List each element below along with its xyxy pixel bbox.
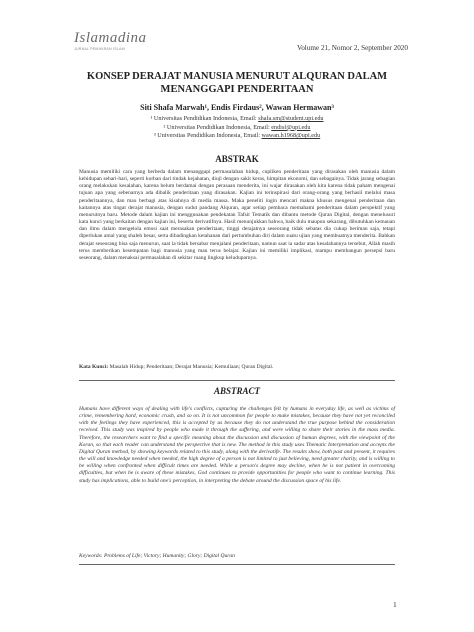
abstract-line: have experienced, this is accepted by us because they do not understand the true purpose behind the <box>129 420 365 427</box>
title-line-1: KONSEP DERAJAT MANUSIA MENURUT ALQURAN DALAM <box>86 71 388 82</box>
abstrak-line: memahami penderitaan dalam perspektif yang menurutnya baru. Metode dalam kajian ini <box>79 204 396 218</box>
abstract-line: Koran, so that each reader can understand the perspective that is new. The method in this study uses <box>79 441 306 448</box>
abstract-line: Humans have different ways of dealing with life's conflicts, capturing the challenges felt by humans <box>79 406 310 412</box>
abstract-line: Thematic Interpretation and accepts the Digital Quran method, by showing keywords related to this <box>79 441 395 455</box>
journal-volume-info: Volume 21, Nomor 2, September 2020 <box>296 44 408 52</box>
abstract-line: of these mistakes, God continues to provide opportunities for people who want to continue learning. <box>156 470 386 477</box>
abstrak-line: ini terinspirasi dari orang-orang yang berhasil melalui masa penderitaannya, dan mau berbagi atas <box>79 190 395 204</box>
email-link[interactable]: wawan.h1968@upi.edu <box>261 132 321 140</box>
kata-kunci-values: Masalah Hidup; Penderitaan; Derajat Manusia; Kemuliaan; Quran Digital. <box>108 364 274 370</box>
abstrak-line: yang dirasakan oleh manusia dalam kehidupan sehari-hari, seperti korban dari tindak kejahatan, diuji <box>79 169 395 183</box>
page-number: 1 <box>393 600 397 609</box>
abstrak-line: kunci yang berkaitan dengan kajian ini, beserta derivatifnya. Hasil menunjukkan bahwa, baik dulu <box>89 219 308 226</box>
email-link[interactable]: endisf@upi.edu <box>271 123 311 131</box>
abstrak-line: maupun sekarang, dibutuhkan kemauan dan ilmu dalam mengelola emosi saat merasakan <box>79 219 395 233</box>
abstrak-line: Manusia memiliki cara yang berbeda dalam menanggapi permasalahan hidup, cupliken penderitaan <box>79 169 312 175</box>
abstrak-line: kaitannya atas tingat derajat manusia, dengan sudut pandang Alquran, agar setiap pembaca <box>79 204 290 211</box>
kata-kunci-label: Kata Kunci: <box>79 364 109 370</box>
abstract-line: This study has implications, able to build one's perception, in interpreting the debate around the <box>79 470 396 484</box>
abstract-line: consideration received. This study was inspired by people who made it through the suffering, and <box>79 420 395 434</box>
abstract-line: greater charity, and is willing to be willing when confronted when difficult times are needed. While a <box>79 456 395 470</box>
abstract-line: were willing to share their stories in the mass media. Therefore, the researchers want to find a <box>79 427 396 441</box>
abstrak-line: yang shaleh besar, serta dibadingkan ketahanan dari pertumbuhan diri dalam suatu ujian yang membuatnya <box>116 233 354 240</box>
affiliation-1: ¹ Universitas Pendidikan Indonesia, Email: shafa.sm@student.upi.edu <box>150 115 324 122</box>
abstract-line: discussion space of his life. <box>281 477 342 484</box>
abstrak-line: menderita. Bahkan derajat seseorang bisa saja menurun, saat ia tidak bersabar menjalani penderitaan, <box>79 233 396 247</box>
abstract-line: study, along with the derivatife. The results show, both past and present, it requires the will and <box>79 448 395 463</box>
abstract-line: person's degree may decline, when he is not patient in overcoming difficulties, but when he is aware <box>79 463 395 477</box>
abstract-heading: ABSTRACT <box>213 386 260 396</box>
abstract-line: knowledge needed when needed, the high degree of a person is not limited to just believing, need <box>106 456 324 463</box>
abstrak-line: seseorang, dalam menaksai permasalahan di sekitar ruang lingkup keluduparnya. <box>79 254 258 261</box>
article-title <box>60 71 414 96</box>
abstrak-line: kesalahan, karena belum berdamai dengan perasaan menderita, ini wajar dirasakan oleh kita karena <box>119 183 345 190</box>
abstrak-line: penderitaan, tinggi derajatnya seseorang tidak sebatas dia cukup beriman saja, tetapi diperlukan amal <box>79 226 396 240</box>
divider <box>79 564 395 565</box>
email-link[interactable]: shafa.sm@student.upi.edu <box>258 115 324 122</box>
affiliation-2: ² Universitas Pendidikan Indonesia, Email: endisf@upi.edu <box>163 123 311 131</box>
journal-logo <box>74 30 194 51</box>
abstract-body <box>79 406 395 485</box>
abstrak-line: manusia yang mau terus belajar. Kajian ini memiliki implikasi, mampu membangun persepsi baru <box>163 247 395 254</box>
author-list: Siti Shafa Marwah¹, Endis Firdaus², Wawan Hermawan³ <box>140 103 334 112</box>
kata-kunci-line <box>79 364 395 370</box>
abstrak-body <box>79 169 395 262</box>
logo-subtext: JURNAL PEMIKIRAN ISLAM <box>74 47 125 51</box>
abstract-line: specific meaning about the discussion and discussion of human degrees, with the viewpoint of the <box>173 434 395 441</box>
abstrak-line: menggunakan pendekatan Tafsir Tematik dan dibantu metode Quran Digital, dengan menelusuri kata <box>79 211 396 226</box>
divider <box>79 380 395 381</box>
abstrak-line: namun saat ia sadar atas kesalahannya tersebut, Allah masih terus memberikan kesempatan bagi <box>79 240 396 254</box>
logo-text: Islamadina <box>74 30 147 46</box>
abstrak-line: dengan sakit keras, himpitan ekonomi, dan sebagainya. Tidak jarang sebagian orang melakukan <box>79 176 395 190</box>
abstract-line: uncommon for people to make mistakes, because they have not yet reconciled with the feelings they <box>79 413 395 427</box>
keywords-line: Keywords: Problems of Life; Victory; Humanity; Glory; Digital Quran <box>79 553 235 559</box>
title-line-2: MENANGGAPI PENDERITAAN <box>160 83 314 95</box>
affiliation-list <box>60 115 414 141</box>
abstrak-heading: ABSTRAK <box>215 154 259 164</box>
abstract-line: in everyday life, as well as victims of crime, remembering hard, economic crush, and so on. It is not <box>79 406 395 420</box>
abstrak-line: kisahnya di media massa. Maka peneliti ingin mencari makna khusus mengenai penderitaan dan <box>169 197 395 204</box>
abstrak-line: tidak paham mengenai tujuan apa yang sebenarnya ada dibalik penderitaan yang dirasakan. Kajian <box>79 183 395 197</box>
affiliation-3: ³ Universitas Pendidikan Indonesia, Email: wawan.h1968@upi.edu <box>153 132 321 140</box>
